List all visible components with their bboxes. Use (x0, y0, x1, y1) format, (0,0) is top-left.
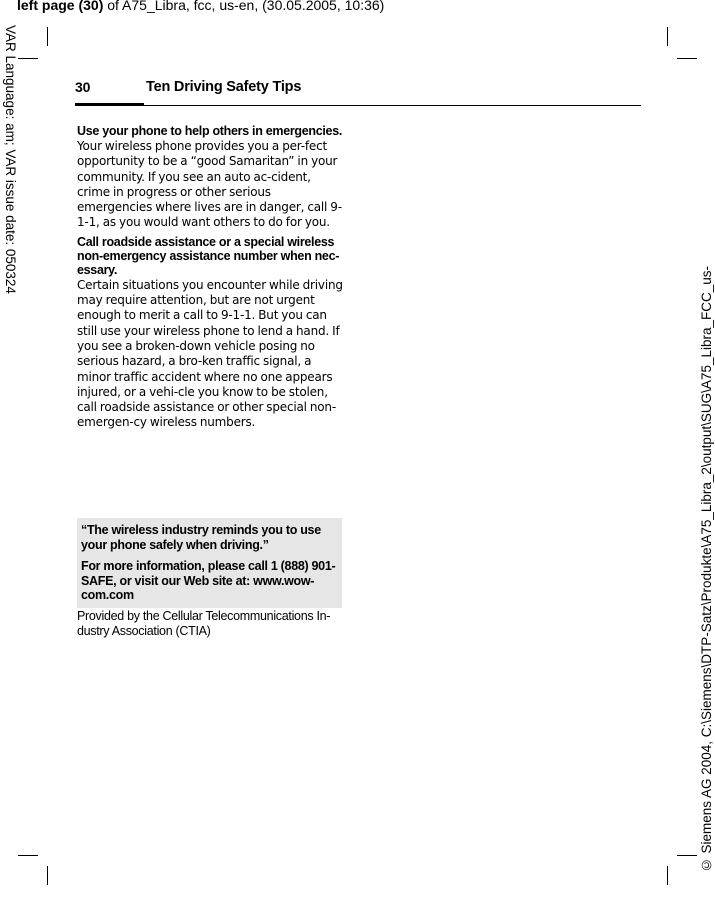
header-rule (75, 105, 641, 106)
crop-mark (677, 58, 697, 59)
print-info-details: of A75_Libra, fcc, us-en, (30.05.2005, 10:36) (103, 0, 385, 13)
page-number: 30 (75, 79, 91, 95)
print-info-page: left page (30) (17, 0, 104, 13)
section-body: Your wireless phone provides you a per-fect opportunity to be a “good Samaritan” in your community. If you see an auto ac-cident, crime in progress or other serious emergencies where lives are in danger, call 9-1-1, as you would want others to do for you. (77, 139, 342, 230)
header-rule-accent (75, 103, 144, 106)
print-info-line (17, 0, 384, 13)
crop-mark (47, 27, 48, 46)
section-heading: Use your phone to help others in emergencies. (77, 124, 343, 138)
chapter-title: Ten Driving Safety Tips (146, 79, 302, 95)
crop-mark (18, 58, 38, 59)
section-heading: Call roadside assistance or a special wireless non-emergency assistance number when nec-essary. (77, 234, 340, 277)
callout-info: For more information, please call 1 (888) 901-SAFE, or visit our Web site at: www.wow-com.com (81, 559, 336, 602)
callout-quote: “The wireless industry reminds you to use your phone safely when driving.” (81, 523, 321, 552)
side-note-right: © Siemens AG 2004, C:\Siemens\DTP-Satz\Produkte\A75_Libra_2\output\SUG\A75_Libra_FCC_us- (699, 266, 714, 873)
crop-mark (18, 855, 38, 856)
main-content (77, 124, 345, 435)
side-note-left: VAR Language: am; VAR issue date: 050324 (3, 25, 18, 294)
source-credit: Provided by the Cellular Telecommunications In-dustry Association (CTIA) (77, 609, 331, 638)
crop-mark (667, 27, 668, 46)
crop-mark (677, 855, 697, 856)
section-body: Certain situations you encounter while driving may require attention, but are not urgent enough to merit a call to 9-1-1. But you can still use your wireless phone to lend a hand. If you see a broken-down vehicle posing no serious hazard, a bro-ken traffic signal, a minor traffic accident where no one appears injured, or a vehi-cle you know to be stolen, call roadside assistance or other special non-emergen-cy wireless numbers. (77, 277, 343, 430)
crop-mark (47, 866, 48, 885)
info-callout (77, 518, 342, 608)
crop-mark (667, 866, 668, 885)
